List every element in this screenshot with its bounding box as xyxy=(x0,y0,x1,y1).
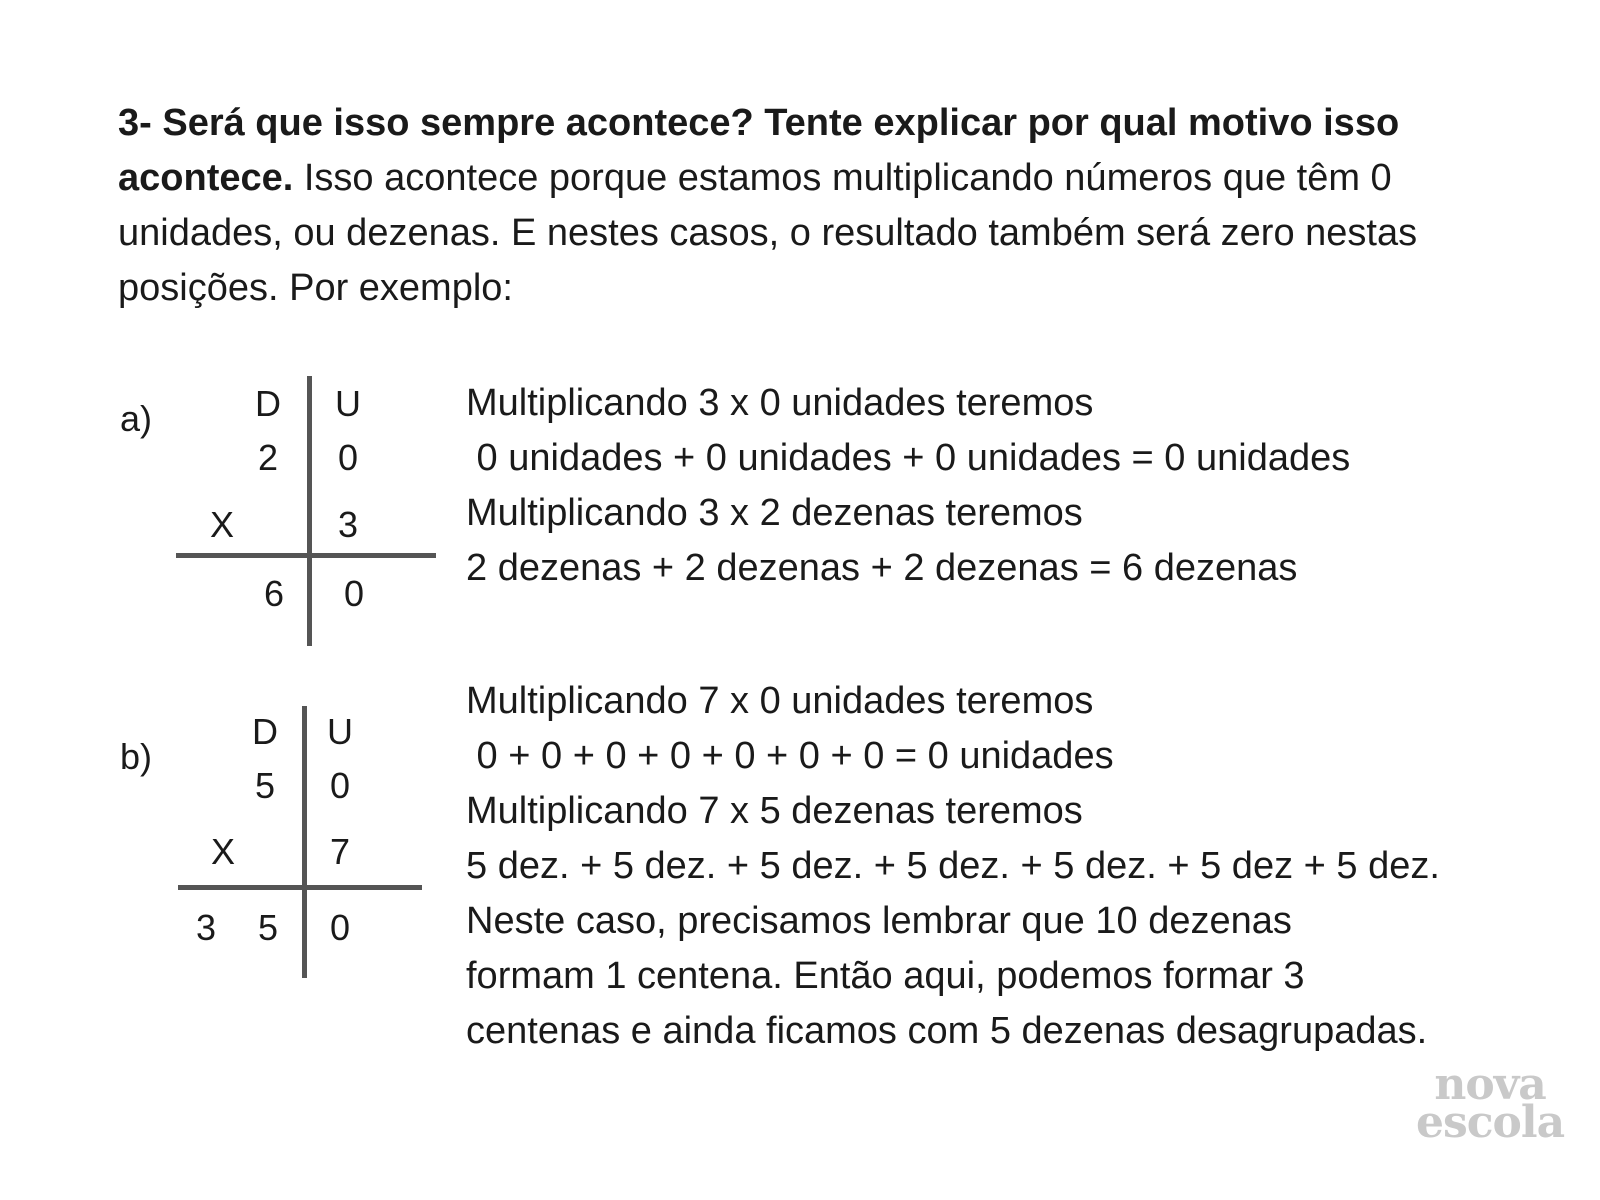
result-d: 6 xyxy=(263,573,285,614)
result-u: 0 xyxy=(343,573,365,614)
digit-d: 2 xyxy=(257,437,279,478)
result-d: 5 xyxy=(257,907,279,948)
logo-line-2: escola xyxy=(1416,1097,1565,1148)
digit-u: 0 xyxy=(329,765,351,806)
example-b-label: b) xyxy=(120,736,153,777)
digit-u: 0 xyxy=(337,437,359,478)
column-divider xyxy=(307,376,312,646)
result-line xyxy=(176,553,436,558)
times-sign: X xyxy=(210,831,235,872)
nova-escola-logo xyxy=(1416,1059,1565,1148)
explanation-line: 0 + 0 + 0 + 0 + 0 + 0 + 0 = 0 unidades xyxy=(466,735,1114,777)
question-title: 3- Será que isso sempre acontece? Tente explicar por qual motivo isso acontece. xyxy=(118,102,1400,199)
explanation-line: Neste caso, precisamos lembrar que 10 dezenas xyxy=(466,900,1292,942)
explanation-line: Multiplicando 3 x 0 unidades teremos xyxy=(466,382,1094,424)
header-d: D xyxy=(255,383,281,424)
result-line xyxy=(178,885,422,890)
header-d: D xyxy=(252,711,278,752)
header-u: U xyxy=(335,383,361,424)
explanation-line: Multiplicando 7 x 0 unidades teremos xyxy=(466,680,1094,722)
explanation-line: formam 1 centena. Então aqui, podemos formar 3 xyxy=(466,955,1305,997)
explanation-line: Multiplicando 7 x 5 dezenas teremos xyxy=(466,790,1083,832)
example-b-explanation xyxy=(466,674,1440,1059)
result-c: 3 xyxy=(195,907,217,948)
header-u: U xyxy=(327,711,353,752)
digit-d: 5 xyxy=(254,765,276,806)
multiplier-u: 7 xyxy=(329,831,351,872)
question-answer: Isso acontece porque estamos multiplicando números que têm 0 unidades, ou dezenas. E nestes casos, o resultado também será zero nestas posições. Por exemplo: xyxy=(118,157,1418,309)
explanation-line: Multiplicando 3 x 2 dezenas teremos xyxy=(466,492,1083,534)
logo-line-1: nova xyxy=(1434,1059,1546,1110)
explanation-line: centenas e ainda ficamos com 5 dezenas desagrupadas. xyxy=(466,1010,1428,1052)
example-a-label: a) xyxy=(120,398,153,439)
column-divider xyxy=(302,706,307,978)
times-sign: X xyxy=(209,504,234,545)
example-a-explanation xyxy=(466,376,1350,596)
explanation-line: 5 dez. + 5 dez. + 5 dez. + 5 dez. + 5 dez. + 5 dez + 5 dez. xyxy=(466,845,1440,887)
explanation-line: 0 unidades + 0 unidades + 0 unidades = 0 unidades xyxy=(466,437,1351,479)
explanation-line: 2 dezenas + 2 dezenas + 2 dezenas = 6 dezenas xyxy=(466,547,1298,589)
result-u: 0 xyxy=(329,907,351,948)
multiplier-u: 3 xyxy=(337,504,359,545)
question-text xyxy=(118,96,1538,316)
